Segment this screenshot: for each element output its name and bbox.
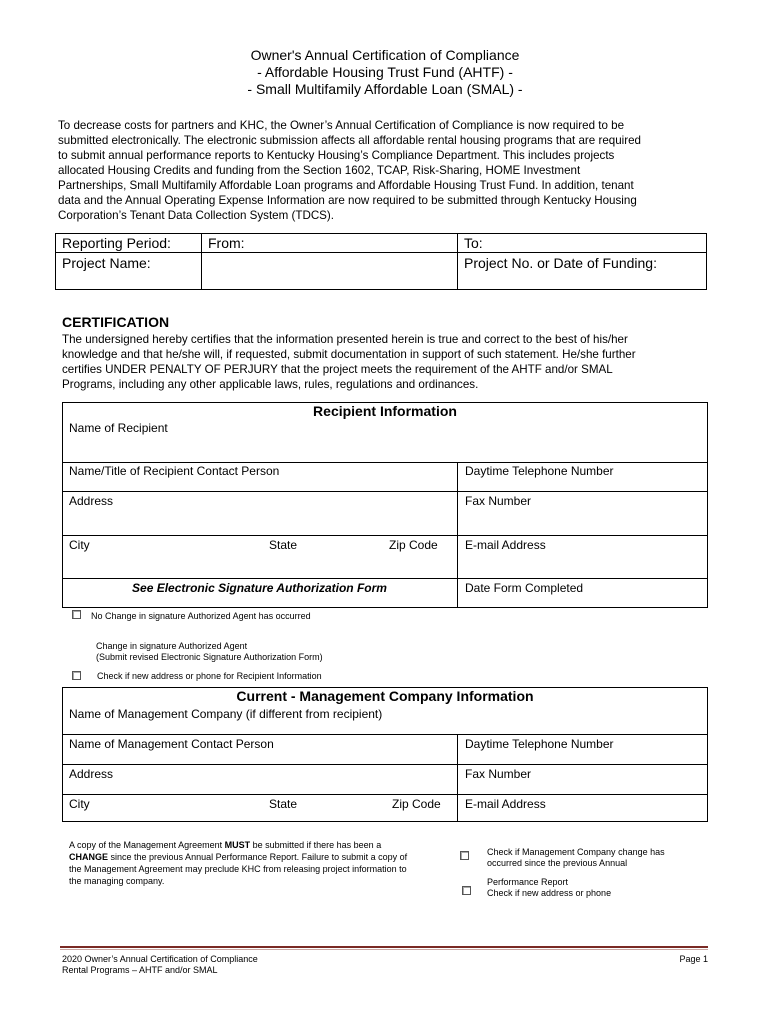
recipient-fax-field[interactable]: Fax Number: [465, 494, 532, 508]
no-change-signature-checkbox[interactable]: [72, 610, 81, 619]
footer-line: Rental Programs – AHTF and/or SMAL: [62, 965, 218, 975]
row-divider: [62, 794, 708, 795]
note-emphasis: CHANGE: [69, 852, 109, 862]
table-divider: [457, 233, 458, 290]
management-contact-field[interactable]: Name of Management Contact Person: [69, 737, 274, 751]
certification-heading: CERTIFICATION: [62, 314, 170, 330]
management-city-field[interactable]: City: [69, 797, 90, 811]
intro-paragraph: [58, 118, 710, 223]
management-address-field[interactable]: Address: [69, 767, 114, 781]
management-state-field[interactable]: State: [269, 797, 298, 811]
recipient-email-field[interactable]: E-mail Address: [465, 538, 546, 552]
certification-line: knowledge and that he/she will, if requested, submit documentation in support of such statement. He/she further: [62, 348, 636, 361]
recipient-zip-field[interactable]: Zip Code: [389, 538, 438, 552]
note-text: be submitted if there has been a: [250, 840, 382, 850]
footer-rule: [60, 946, 708, 948]
footer-left: [62, 954, 258, 976]
note-text: since the previous Annual Performance Report. Failure to submit a copy of: [108, 852, 408, 862]
intro-line: to submit annual performance reports to Kentucky Housing’s Compliance Department. This includes projects: [58, 149, 615, 162]
form-title-line2: - Affordable Housing Trust Fund (AHTF) -: [257, 64, 513, 80]
management-phone-field[interactable]: Daytime Telephone Number: [465, 737, 614, 751]
recipient-state-field[interactable]: State: [269, 538, 298, 552]
recipient-contact-field[interactable]: Name/Title of Recipient Contact Person: [69, 464, 280, 478]
row-divider: [62, 734, 708, 735]
project-name-field[interactable]: Project Name:: [62, 255, 151, 271]
date-form-completed-field[interactable]: Date Form Completed: [465, 581, 584, 595]
management-new-address-label: Check if new address or phone: [487, 888, 612, 898]
management-change-label: occurred since the previous Annual: [487, 858, 628, 868]
certification-line: certifies UNDER PENALTY OF PERJURY that the project meets the requirement of the AHTF and/or SMAL: [62, 363, 613, 376]
project-number-field[interactable]: Project No. or Date of Funding:: [464, 255, 657, 271]
row-divider: [62, 578, 708, 579]
recipient-info-heading: Recipient Information: [313, 403, 457, 419]
recipient-phone-field[interactable]: Daytime Telephone Number: [465, 464, 614, 478]
row-divider: [62, 535, 708, 536]
form-title-line1: Owner's Annual Certification of Compliance: [250, 47, 520, 63]
footer-rule-shadow: [60, 949, 708, 950]
reporting-period-label: Reporting Period:: [62, 235, 171, 251]
recipient-city-field[interactable]: City: [69, 538, 90, 552]
page-number: Page 1: [679, 954, 708, 964]
management-company-name-field[interactable]: Name of Management Company (if different from recipient): [69, 707, 383, 721]
certification-line: Programs, including any other applicable laws, rules, regulations and ordinances.: [62, 378, 479, 391]
name-of-recipient-field[interactable]: Name of Recipient: [69, 421, 168, 435]
note-emphasis: MUST: [224, 840, 251, 850]
certification-text: [62, 332, 712, 392]
signature-authorization-note: See Electronic Signature Authorization Form: [132, 581, 387, 595]
footer-line: 2020 Owner’s Annual Certification of Compliance: [62, 954, 258, 964]
intro-line: allocated Housing Credits and funding from the Section 1602, TCAP, Risk-Sharing, HOME Investment: [58, 164, 581, 177]
intro-line: Partnerships, Small Multifamily Affordable Loan programs and Affordable Housing Trust Fund. In addition, tenant: [58, 179, 634, 192]
note-text: the managing company.: [69, 876, 165, 886]
management-agreement-note: [69, 839, 454, 887]
to-field[interactable]: To:: [464, 235, 483, 251]
management-email-field[interactable]: E-mail Address: [465, 797, 546, 811]
row-divider: [62, 491, 708, 492]
management-zip-field[interactable]: Zip Code: [392, 797, 441, 811]
change-signature-label: Change in signature Authorized Agent: [96, 641, 248, 651]
intro-line: submitted electronically. The electronic submission affects all affordable rental housing programs that are required: [58, 134, 642, 147]
column-divider: [457, 734, 458, 822]
row-divider: [62, 462, 708, 463]
management-fax-field[interactable]: Fax Number: [465, 767, 532, 781]
intro-line: To decrease costs for partners and KHC, the Owner’s Annual Certification of Compliance is now required to be: [58, 119, 625, 132]
note-text: A copy of the Management Agreement: [69, 840, 225, 850]
from-field[interactable]: From:: [208, 235, 245, 251]
row-divider: [62, 764, 708, 765]
management-change-label: Performance Report: [487, 877, 569, 887]
change-signature-sublabel: (Submit revised Electronic Signature Authorization Form): [96, 652, 323, 662]
recipient-new-address-checkbox[interactable]: [72, 671, 81, 680]
management-change-checkbox[interactable]: [460, 851, 469, 860]
certification-line: The undersigned hereby certifies that the information presented herein is true and correct to the best of his/her: [62, 333, 628, 346]
management-change-label: Check if Management Company change has: [487, 847, 665, 857]
note-text: the Management Agreement may preclude KHC from releasing project information to: [69, 864, 407, 874]
form-title-line3: - Small Multifamily Affordable Loan (SMAL) -: [247, 81, 523, 97]
table-divider: [55, 252, 707, 253]
management-new-address-checkbox[interactable]: [462, 886, 471, 895]
recipient-address-field[interactable]: Address: [69, 494, 114, 508]
no-change-signature-label: No Change in signature Authorized Agent has occurred: [91, 611, 311, 621]
intro-line: data and the Annual Operating Expense Information are now required to be submitted through Kentucky Housing: [58, 194, 637, 207]
table-divider: [201, 233, 202, 290]
intro-line: Corporation’s Tenant Data Collection System (TDCS).: [58, 209, 335, 222]
management-info-heading: Current - Management Company Information: [236, 688, 534, 704]
recipient-new-address-label: Check if new address or phone for Recipient Information: [97, 671, 322, 681]
